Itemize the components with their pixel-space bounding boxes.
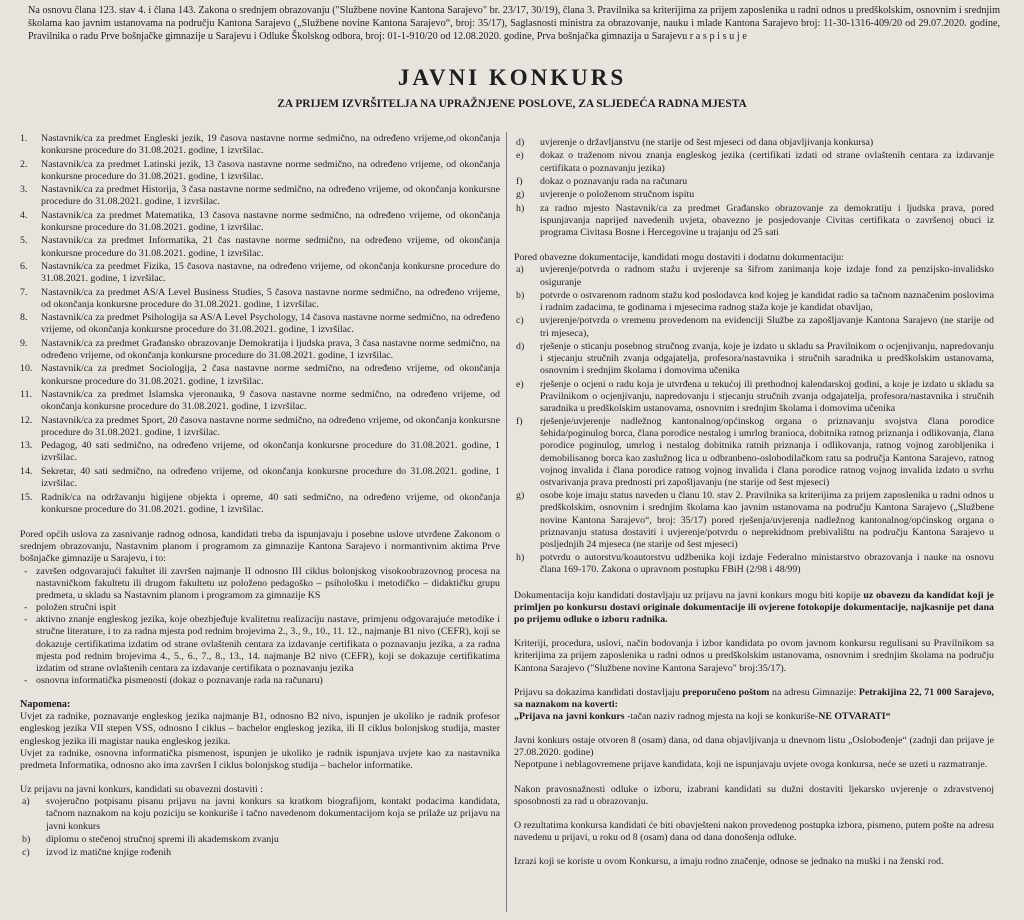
intro-raspisuje: raspisuje (689, 31, 750, 43)
mail-instructions: Prijavu sa dokazima kandidati dostavljaju preporučeno poštom na adresu Gimnazije: Petrakijina 22, 71 000 Sarajevo, sa naznakom na koverti: „Prijava na javni konkurs -tačan naziv radnog mjesta na koji se konkuriše-NE OTVARATI“ (514, 686, 994, 722)
required-doc-item: g) uvjerenje o položenom stručnom ispitu (516, 189, 695, 201)
announcement-subtitle: ZA PRIJEM IZVRŠITELJA NA UPRAŽNJENE POSLOVE, ZA SLJEDEĆA RADNA MJESTA (277, 98, 747, 110)
required-doc-item: b) diplomu o stečenoj stručnoj spremi ili akademskom zvanju (22, 833, 279, 845)
position-item: 7. Nastavnik/ca za predmet AS/A Level Business Studies, 5 časova nastavne norme sedmično, na određeno vrijeme, od okončanja konkursne procedure do 31.08.2021. godine, 1 izvršilac. (20, 286, 500, 310)
position-item: 8. Nastavnik/ca za predmet Psihologija sa AS/A Level Psychology, 14 časova nastavne norme sedmično, na određeno vrijeme, od okončanja konkursne procedure do 31.08.2021. godine, 1 izvršilac. (20, 312, 500, 336)
medical-paragraph: Nakon pravosnažnosti odluke o izboru, izabrani kandidati su dužni dostaviti ljekarsko uvjerenje o zdravstvenoj sposobnosti za rad u obrazovanju. (514, 783, 994, 807)
position-item: 2. Nastavnik/ca za predmet Latinski jezik, 13 časova nastavne norme sedmično, na određeno vrijeme, od okončanja konkursne procedure do 31.08.2021. godine, 1 izvršilac. (20, 158, 500, 182)
position-item: 10. Nastavnik/ca za predmet Sociologija, 2 časa nastavne norme sedmično, na određeno vrijeme, od okončanja konkursne procedure do 31.08.2021. godine, 1 izvršilac. (20, 363, 500, 387)
additional-doc-item: b) potvrde o ostvarenom radnom stažu kod poslodavca kod kojeg je kandidat radio sa tačnom naznačenim poslovima i radnim zadacima, te godinama i mjesecima radnog staža koje je kandidat obavljao, (516, 289, 994, 313)
position-item: 12. Nastavnik/ca za predmet Sport, 20 časova nastavne norme sedmično, na određeno vrijeme, od okončanja konkursne procedure do 31.08.2021. godine, 1 izvršilac. (20, 414, 500, 438)
left-column (20, 133, 500, 914)
criteria-paragraph: Kriteriji, procedura, uslovi, način bodovanja i izbor kandidata po ovom javnom konkursu regulisani su Pravilnikom sa kriterijima za prijem zaposlenika u radni odnos u predškolskim ustanovama, osnovnim i srednjim školama na području Kantona Sarajevo ("Službene novine Kantona Sarajevo" broj:35/17). (514, 638, 994, 674)
required-doc-item: d) uvjerenje o državljanstvu (ne starije od šest mjeseci od dana objavljivanja konkursa) (516, 137, 874, 148)
position-item: 11. Nastavnik/ca za predmet Islamska vjeronauka, 9 časova nastavne norme sedmično, na određeno vrijeme, od okončanja konkursne procedure do 31.08.2021. godine, 1 izvršilac. (20, 389, 500, 413)
position-item: 9. Nastavnik/ca za predmet Građansko obrazovanje Demokratija i ljudska prava, 3 časa nastavne norme sedmično, na određeno vrijeme, od okončanja konkursne procedure do 31.08.2021. godine, 1 izvršilac. (20, 337, 500, 362)
required-docs-intro: Uz prijavu na javni konkurs, kandidati su obavezni dostaviti : (20, 784, 263, 796)
general-conditions-text: Pored općih uslova za zasnivanje radnog odnosa, kandidati treba da ispunjavaju i posebne uslove utvrđene Zakonom o srednjem obrazovanju, Nastavnim planom i programom za gimnazije Kantona Sarajevo i normantivnim aktima Prve bošnjačke gimnazije u Sarajevu, i to: (20, 529, 500, 565)
gender-paragraph: Izrazi koji se koriste u ovom Konkursu, a imaju rodno značenje, odnose se jednako na muški i na ženski rod. (514, 856, 944, 868)
column-divider (506, 132, 507, 912)
additional-doc-item: g) osobe koje imaju status naveden u članu 10. stav 2. Pravilnika sa kriterijima za prijem zaposlenika u radni odnos u predškolskim, osnovnim i srednjim školama kao javnim ustanovama na području Kantona Sarajevo („Službene novine Kantona Sarajevo“, broj: 35/17) pored rješenja/uvjerenja nadležnog kantonalnog/općinskog organa o priznavanju statusa dostaviti i uvjerenje/potvrdu o neprekidnom prebivalištu na području Kantona Sarajevo u posljednjih 24 mjeseca (ne starije od šest mjeseci) (516, 490, 994, 550)
required-doc-item: f) dokaz o poznavanju rada na računaru (516, 175, 688, 187)
required-doc-item: a) svojeručno potpisanu pisanu prijavu na javni konkurs sa kratkom biografijom, kontakt podacima kandidata, tačnom naznakom na koju poziciju se konkuriše i tačno navedenom dokumentacijom koja se prilaže uz prijavu na javni konkurs (22, 796, 500, 832)
announcement-title: JAVNI KONKURS (397, 65, 627, 90)
conditions-list (20, 566, 500, 688)
additional-doc-item: e) rješenje o ocjeni o radu koja je utvrđena u tekućoj ili prethodnoj kalendarskoj godini, a koje je izdato u skladu sa Pravilnikom o ocjenjivanju, napredovanju i stjecanju stručnih zvanja odgajatelja, profesora/nastavnika i stručnih saradnika u predškolskim ustanovama, osnovnim i srednjim školama i domovima učenika (516, 378, 994, 414)
required-docs-list-right (514, 137, 994, 239)
additional-docs-list (514, 264, 994, 576)
condition-item: - završen odgovarajući fakultet ili završen najmanje II odnosno III ciklus bolonjskog visokoobrazovnog procesa na nastavničkom fakultetu ili drugom fakultetu uz položeno pedagoško – psihološku i metodičko – didaktičku grupu predmeta, u skladu sa Nastavnim planom i programom za gimnazije KS (20, 566, 500, 602)
position-item: 1. Nastavnik/ca za predmet Engleski jezik, 19 časova nastavne norme sedmično, na određeno vrijeme,od okončanja konkursne procedure do 31.08.2021. godine, 1 izvršilac. (20, 133, 500, 157)
right-column (514, 137, 994, 914)
positions-list (20, 133, 500, 516)
incomplete-paragraph: Nepotpune i neblagovremene prijave kandidata, koji ne ispunjavaju uvjete ovoga konkursa, neće se uzeti u razmatranje. (514, 759, 988, 771)
additional-doc-item: f) rješenje/uvjerenje nadležnog kantonalnog/općinskog organa o priznavanju svojstva člana porodice šehida/poginulog borca, člana porodice nestalog i umrlog branioca, dobitnika ratnog priznanja i odlikovanja, člana porodice poginulog, umrlog i nestalog dobitnika ratnih priznanja i odlikovanja, ratnog vojnog zarobljenika i demobilisanog borca kao zaslužnog lica u odbranbeno-oslobodilačkom ratu sa područja Kantona Sarajevo, ratnog vojnog invalida i člana porodice ratnog vojnog invalida i člana porodice ratnog vojnog invalida izdato u svrhu ostvarivanja prava prednosti pri zapošljavanju (ne starije od šest mjeseci) (516, 416, 994, 488)
note-english: Uvjet za radnike, poznavanje engleskog jezika najmanje B1, odnosno B2 nivo, ispunjen je ukoliko je radnik profesor engleskog jezika VII stepen VSS, odnosno I ciklus – bachelor engleskog jezika, ili II ciklus bolonjskog studija, master engleskog jezika ili magistar nauka engleskog jezika. (20, 711, 500, 747)
condition-item: - položen stručni ispit (20, 602, 500, 614)
required-doc-item: c) izvod iz matične knjige rođenih (22, 847, 172, 859)
note-informatics: Uvjet za radnike, osnovna informatička pismenost, ispunjen je ukoliko je radnik ispunjava uvjete kao za nastavnika predmeta Informatika, odnosno ako ima završen I ciklus bolonjskog studija – bachelor informatike. (20, 747, 500, 771)
required-doc-item: e) dokaz o traženom nivou znanja engleskog jezika (certifikati izdati od strane ovlaštenih centara za izdavanje certifikata o poznavanju jezika) (516, 150, 994, 174)
additional-docs-intro: Pored obavezne dokumentacije, kandidati mogu dostaviti i dodatnu dokumentaciju: (514, 252, 844, 264)
position-item: 3. Nastavnik/ca za predmet Historija, 3 časa nastavne norme sedmično, na određeno vrijeme, od okončanja konkursne procedure do 31.08.2021. godine, 1 izvršilac. (20, 184, 500, 208)
additional-doc-item: c) uvjerenje/potvrda o vremenu provedenom na evidenciji Službe za zapošljavanje Kantona Sarajevo (ne starije od tri mjeseca), (516, 315, 994, 339)
delivery-paragraph: Dokumentacija koju kandidati dostavljaju uz prijavu na javni konkurs mogu biti kopije uz obavezu da kandidat koji je primljen po konkursu dostavi originale dokumentacije ili ovjerene fotokopije dokumentacije, najkasnije pet dana po prijemu odluke o izboru radnika. (514, 589, 994, 626)
position-item: 13. Pedagog, 40 sati sedmično, na određeno vrijeme, od okončanja konkursne procedure do 31.08.2021. godine, 1 izvršilac. (20, 440, 500, 464)
position-item: 5. Nastavnik/ca za predmet Informatika, 21 čas nastavne norme sedmično, na određeno vrijeme, od okončanja konkursne procedure do 31.08.2021. godine, 1 izvršilac. (20, 235, 500, 259)
position-item: 4. Nastavnik/ca za predmet Matematika, 13 časova nastavne norme sedmično, na određeno vrijeme, od okončanja konkursne procedure do 31.08.2021. godine, 1 izvršilac. (20, 209, 500, 233)
additional-doc-item: d) rješenje o sticanju posebnog stručnog zvanja, koje je izdato u skladu sa Pravilnikom o ocjenjivanju, napredovanju i stjecanju stručnih zvanja odgajatelja, profesora/nastavnika i stručnih saradnika u predškolskim ustanovama, osnovnim i srednjim školama i domovima učenika (516, 340, 994, 377)
condition-item: - osnovna informatička pismenosti (dokaz o poznavanje rada na računaru) (20, 675, 500, 687)
note-heading: Napomena: (20, 699, 71, 711)
results-paragraph: O rezultatima konkursa kandidati će biti obavješteni nakon provedenog postupka izbora, pismeno, putem pošte na adresu navedenu u prijavi, u roku od 8 (osam) dana od dana donošenja odluke. (514, 819, 994, 844)
additional-doc-item: h) potvrdu o autorstvu/koautorstvu udžbenika koji izdaje Federalno ministarstvo obrazovanja i nauke na osnovu člana 169-170. Zakona o upravnom postupku FBiH (2/98 i 48/99) (516, 552, 994, 576)
condition-item: - aktivno znanje engleskog jezika, koje obezbjeđuje kvalitetnu realizaciju nastave, primjenu odgovarajuće metodike i stručne literature, i to za radna mjesta pod rednim brojevima 2., 3., 9., 10., 11. 12., najmanje B1 nivo (CEFR), koji se dokazuje certifikatima izdatim od strane ovlaštenih centara za izdavanje certifikata o poznavanju jezika, a za radna mjesta pod rednim brojevima 4., 5., 6., 7., 8., 13., 14. najmanje B2 nivo (CEFR), koji se dokazuje certifikatima izdatim od strane ovlaštenih centara za izdavanje certifikata o poznavanju jezika (20, 614, 500, 675)
position-item: 6. Nastavnik/ca za predmet Fizika, 15 časova nastavne, na određeno vrijeme, od okončanja konkursne procedure do 31.08.2021. godine, 1 izvršilac. (20, 261, 500, 285)
required-doc-item: h) za radno mjesto Nastavnik/ca za predmet Građansko obrazovanje za demokratiju i ljudska prava, pored ispunjavanja naprijed navedenih uvjeta, obavezno je posjedovanje Civitas certifikata o završenoj obuci iz programa Civitasa Bosne i Hercegovine u trajanju od 25 sati (516, 202, 994, 238)
duration-paragraph: Javni konkurs ostaje otvoren 8 (osam) dana, od dana objavljivanja u dnevnom listu „Oslobođenje“ (zadnji dan prijave je 27.08.2020. godine) (514, 735, 994, 759)
additional-doc-item: a) uvjerenje/potvrda o radnom stažu i uvjerenje sa šifrom zanimanja koje izdaje fond za penzijsko-invalidsko osiguranje (516, 264, 994, 288)
legal-basis-intro (28, 4, 1000, 44)
intro-text: Na osnovu člana 123. stav 4. i člana 143. Zakona o srednjem obrazovanju ("Službene novine Kantona Sarajevo" br. 23/17, 30/19), člana 3. Pravilnika sa kriterijima za prijem zaposlenika u radni odnos u predškolskim, osnovnim i srednjim školama kao javnim ustanovama na području Kantona Sarajevo („Službene novine Kantona Sarajevo“, broj: 35/17), Saglasnosti ministra za obrazovanje, nauku i mlade Kantona Sarajevo broj: 11-30-1316-409/20 od 29.07.2020. godine, Pravilnika o radu Prve bošnjačke gimnazije u Sarajevu i Odluke Školskog odbora, broj: 01-1-910/20 od 12.08.2020. godine, Prva bošnjačka gimnazija u Sarajevu (28, 5, 1000, 43)
required-docs-list-left (20, 796, 500, 859)
position-item: 14. Sekretar, 40 sati sedmično, na određeno vrijeme, od okončanja konkursne procedure do 31.08.2021. godine, 1 izvršilac. (20, 465, 500, 490)
position-item: 15. Radnik/ca na održavanju higijene objekta i opreme, 40 sati sedmično, na određeno vrijeme, od okončanja konkursne procedure do 31.08.2021. godine, 1 izvršilac. (20, 491, 500, 515)
